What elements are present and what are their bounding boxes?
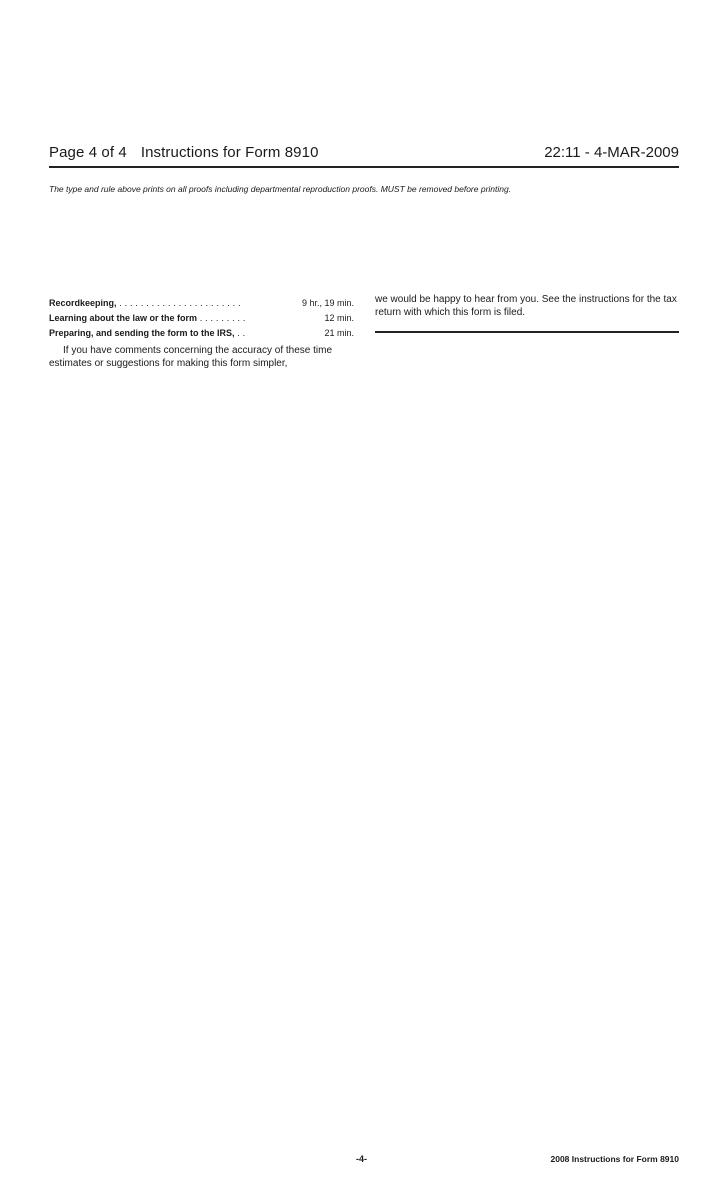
right-column <box>375 294 679 333</box>
time-estimate-label: Learning about the law or the form <box>49 313 198 323</box>
time-estimate-value: 9 hr., 19 min. <box>298 296 354 311</box>
page-label: Page 4 of 4 <box>49 144 127 161</box>
header-left <box>49 144 319 161</box>
document-title: Instructions for Form 8910 <box>140 144 319 161</box>
time-estimate-value: 21 min. <box>320 326 354 341</box>
left-column <box>49 296 354 380</box>
leader-dots: . . . . . . . . . <box>197 313 246 323</box>
proof-timestamp: 22:11 - 4-MAR-2009 <box>544 144 679 161</box>
time-estimate-value: 12 min. <box>320 311 354 326</box>
feedback-paragraph: we would be happy to hear from you. See the instructions for the tax return with which this form is filed. <box>375 294 679 333</box>
time-estimate-row-learning <box>49 311 354 326</box>
time-estimate-label: Preparing, and sending the form to the IRS, <box>49 328 235 338</box>
proof-header <box>49 140 679 168</box>
comments-paragraph: If you have comments concerning the accuracy of these time estimates or suggestions for making this form simpler, <box>49 345 333 369</box>
proof-note: The type and rule above prints on all proofs including departmental reproduction proofs. MUST be removed before printing. <box>49 184 512 194</box>
time-estimate-label: Recordkeeping, <box>49 298 117 308</box>
time-estimate-row-recordkeeping <box>49 296 354 311</box>
time-estimate-row-preparing <box>49 326 354 341</box>
leader-dots: . . . . . . . . . . . . . . . . . . . . . . . <box>116 298 241 308</box>
leader-dots: . . <box>234 328 246 338</box>
footer-title: 2008 Instructions for Form 8910 <box>550 1154 679 1164</box>
page-number: -4- <box>356 1154 367 1164</box>
